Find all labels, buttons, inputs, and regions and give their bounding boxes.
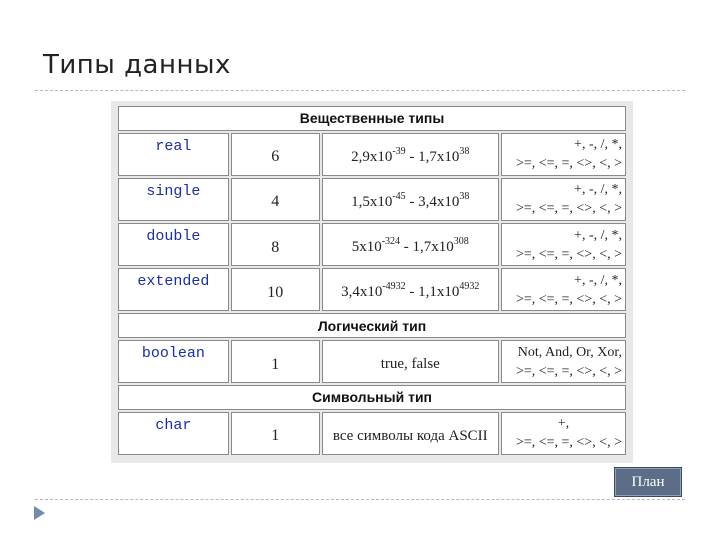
section-header-char-type: Символьный тип <box>118 385 626 410</box>
type-operations: +, -, /, *, >=, <=, =, <>, <, > <box>501 268 626 311</box>
type-name: boolean <box>118 340 229 383</box>
slide-title: Типы данных <box>43 50 231 80</box>
type-operations: Not, And, Or, Xor, >=, <=, =, <>, <, > <box>501 340 626 383</box>
type-operations: +, >=, <=, =, <>, <, > <box>501 412 626 455</box>
value-range: $5x10^{-324} - 1,7x10^{308}$ <box>322 223 499 266</box>
table-row <box>118 133 626 176</box>
bottom-divider <box>35 499 685 500</box>
plan-nav-button[interactable]: План <box>614 467 682 497</box>
type-size: 10 <box>231 268 320 311</box>
table-row <box>118 178 626 221</box>
top-divider <box>35 90 685 91</box>
type-name: extended <box>118 268 229 311</box>
table-row <box>118 268 626 311</box>
type-name: single <box>118 178 229 221</box>
type-name: real <box>118 133 229 176</box>
table-row <box>118 223 626 266</box>
value-range: все символы кода ASCII <box>322 412 499 455</box>
table-row <box>118 412 626 455</box>
type-operations: +, -, /, *, >=, <=, =, <>, <, > <box>501 133 626 176</box>
type-name: char <box>118 412 229 455</box>
value-range: $2,9x10^{-39} - 1,7x10^{38}$ <box>322 133 499 176</box>
data-types-table <box>111 101 633 463</box>
value-range: $1,5x10^{-45} - 3,4x10^{38}$ <box>322 178 499 221</box>
type-size: 6 <box>231 133 320 176</box>
triangle-bullet-icon <box>34 506 45 520</box>
table-row <box>118 340 626 383</box>
type-size: 8 <box>231 223 320 266</box>
type-operations: +, -, /, *, >=, <=, =, <>, <, > <box>501 223 626 266</box>
value-range: $3,4x10^{-4932} - 1,1x10^{4932}$ <box>322 268 499 311</box>
type-name: double <box>118 223 229 266</box>
type-size: 4 <box>231 178 320 221</box>
type-size: 1 <box>231 412 320 455</box>
type-operations: +, -, /, *, >=, <=, =, <>, <, > <box>501 178 626 221</box>
value-range: true, false <box>322 340 499 383</box>
section-header-logical-type: Логический тип <box>118 313 626 338</box>
type-size: 1 <box>231 340 320 383</box>
section-header-real-types: Вещественные типы <box>118 106 626 131</box>
